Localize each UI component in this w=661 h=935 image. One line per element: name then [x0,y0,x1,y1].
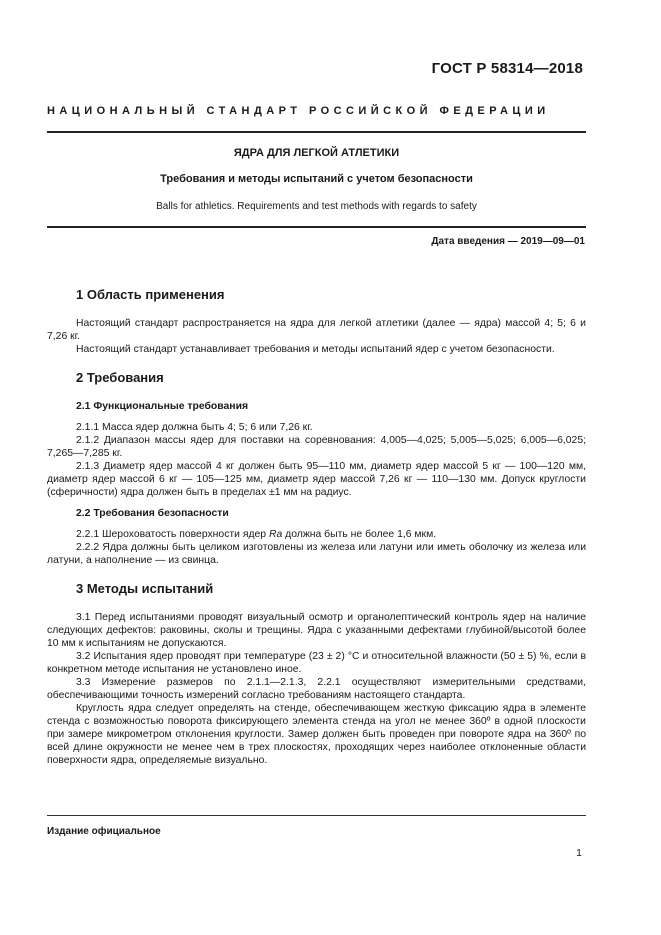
paragraph [47,528,586,541]
text-run: 2.2.1 Шероховатость поверхности ядер [76,529,269,540]
paragraph: Настоящий стандарт устанавливает требования и методы испытаний ядер с учетом безопасности. [76,344,555,355]
section-heading-requirements: 2 Требования [76,370,164,385]
paragraph: 2.2.2 Ядра должны быть целиком изготовлены из железа или латуни или иметь оболочку из железа или латуни, а наполнение — из свинца. [47,542,586,566]
section-heading-scope: 1 Область применения [76,287,225,302]
text-run: должна быть не более 1,6 мкм. [282,529,437,540]
header-rule [47,131,586,133]
paragraph: 3.3 Измерение размеров по 2.1.1—2.1.3, 2.2.1 осуществляют измерительными средствами, обеспечивающими точность измерений согласно требованиям настоящего стандарта. [47,677,586,701]
document-code: ГОСТ Р 58314—2018 [431,60,583,77]
section-heading-test-methods: 3 Методы испытаний [76,581,214,596]
subsection-heading-safety: 2.2 Требования безопасности [76,508,229,519]
introduction-date: Дата введения — 2019—09—01 [431,236,585,247]
official-edition-label: Издание официальное [47,826,161,837]
page-number: 1 [576,847,582,859]
paragraph: 2.1.1 Масса ядер должна быть 4; 5; 6 или 7,26 кг. [76,422,313,433]
paragraph: 3.1 Перед испытаниями проводят визуальный осмотр и органолептический контроль ядер на наличие следующих дефектов: раковины, сколы и трещины. Ядра с указанными дефектами глубиной/высотой более 10 мм к испытаниям не допускаются. [47,612,586,649]
paragraph: 3.2 Испытания ядер проводят при температуре (23 ± 2) °С и относительной влажности (50 ± 5) %, если в конкретном методе испытания не установлено иное. [47,651,586,675]
paragraph: 2.1.2 Диапазон массы ядер для поставки на соревнования: 4,005—4,025; 5,005—5,025; 6,005—6,025; 7,265—7,285 кг. [47,435,586,459]
document-title-english: Balls for athletics. Requirements and test methods with regards to safety [156,201,477,212]
footer-rule [47,815,586,816]
document-title: ЯДРА ДЛЯ ЛЕГКОЙ АТЛЕТИКИ [233,147,400,159]
document-subtitle: Требования и методы испытаний с учетом безопасности [160,173,473,185]
paragraph: 2.1.3 Диаметр ядер массой 4 кг должен быть 95—110 мм, диаметр ядер массой 5 кг — 100—120 мм, диаметр ядер массой 6 кг — 105—125 мм, диаметр ядер массой 7,26 кг — 110—130 мм. Допуск круглости (сферичности) ядра должен быть в пределах ±1 мм на радиус. [47,461,586,498]
paragraph: Круглость ядра следует определять на стенде, обеспечивающем жесткую фиксацию ядра в элементе стенда с возможностью поворота фиксирующего элемента стенда на угол не менее 360º в одной плоскости при замере микрометром отклонения круглости. Замер должен быть проведен при повороте ядра на 360º по всей длине окружности не менее чем в трех плоскостях, проходящих через наиболее отклоненные области поверхности ядра, определяемые визуально. [47,703,586,766]
roughness-symbol: Ra [268,529,283,540]
document-body [47,287,586,767]
title-rule [47,226,586,228]
subsection-heading-functional: 2.1 Функциональные требования [76,401,249,412]
national-standard-banner: НАЦИОНАЛЬНЫЙ СТАНДАРТ РОССИЙСКОЙ ФЕДЕРАЦИИ [47,105,550,117]
paragraph: Настоящий стандарт распространяется на ядра для легкой атлетики (далее — ядра) массой 4; 5; 6 и 7,26 кг. [47,318,586,342]
